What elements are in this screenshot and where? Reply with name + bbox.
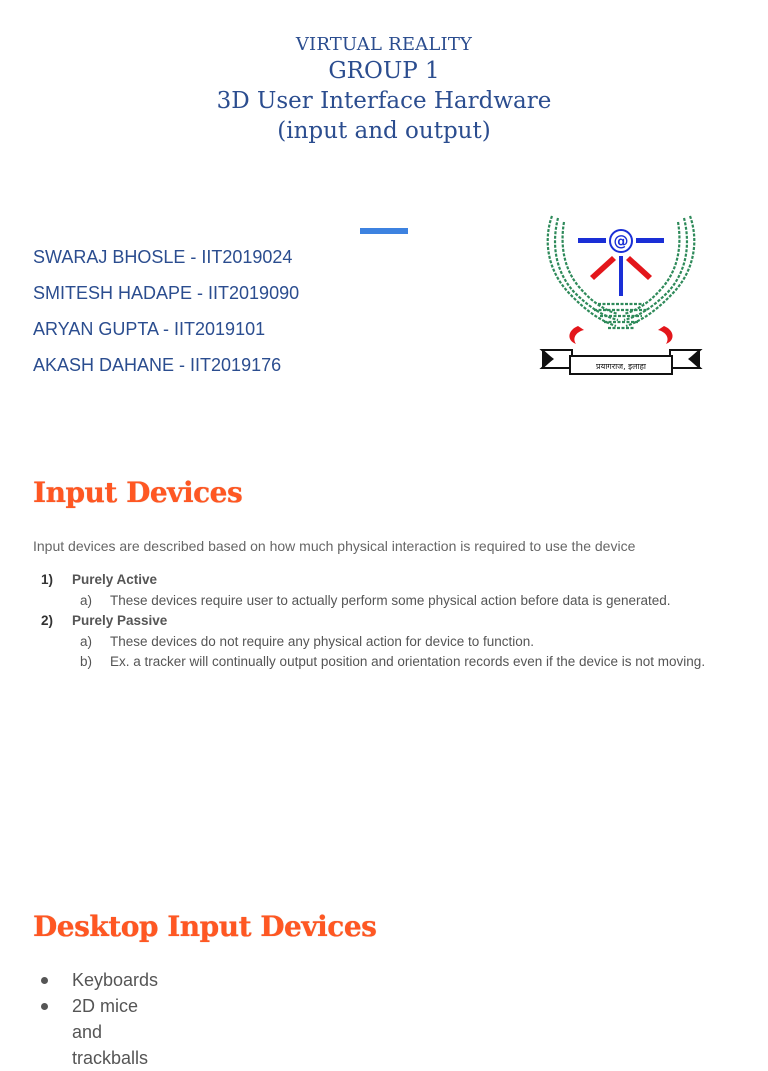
bullet-icon: [41, 977, 48, 984]
title-line-3: 3D User Interface Hardware: [216, 88, 552, 114]
sub-text: Ex. a tracker will continually output position and orientation records even if the device is not moving.: [110, 654, 706, 669]
sub-text: These devices do not require any physical action for device to function.: [110, 633, 534, 649]
list-item: [33, 611, 733, 632]
member-item: ARYAN GUPTA - IIT2019101: [33, 319, 266, 339]
section-heading-input-devices: Input Devices: [33, 476, 243, 509]
member-item: SMITESH HADAPE - IIT2019090: [33, 283, 300, 303]
document-title: [0, 34, 768, 146]
institute-logo: [538, 208, 704, 380]
sub-item: [33, 652, 733, 673]
bullet-icon: [41, 1003, 48, 1010]
accent-divider: [360, 228, 408, 234]
list-number: 2): [41, 613, 54, 628]
sub-letter: a): [80, 592, 93, 608]
bullet-text: Keyboards: [72, 970, 159, 990]
sub-text: These devices require user to actually perform some physical action before data is generated.: [110, 592, 671, 608]
sub-item: [33, 632, 733, 653]
intro-paragraph: Input devices are described based on how much physical interaction is required to use the device: [33, 538, 636, 554]
logo-blue-stem: [619, 256, 623, 296]
list-number: 1): [41, 572, 54, 587]
bullet-text: 2D mice and trackballs: [72, 996, 149, 1068]
logo-red-left: [590, 256, 616, 280]
logo-blue-right: [636, 238, 664, 243]
list-label: Purely Passive: [72, 613, 168, 628]
title-line-2: GROUP 1: [328, 58, 440, 84]
sub-item: [33, 591, 733, 612]
sub-letter: a): [80, 633, 93, 649]
title-line-1: VIRTUAL REALITY: [295, 34, 473, 55]
sub-letter: b): [80, 654, 93, 669]
section-heading-desktop-input-devices: Desktop Input Devices: [33, 910, 377, 943]
list-label: Purely Active: [72, 572, 158, 587]
logo-at-symbol: @: [613, 232, 629, 250]
logo-red-crescent-right: [658, 326, 673, 344]
logo-banner: [542, 350, 700, 374]
logo-red-right: [626, 256, 652, 280]
logo-blue-left: [578, 238, 606, 243]
member-item: AKASH DAHANE - IIT2019176: [33, 355, 282, 375]
logo-banner-text: प्रयागराज, इलाहा: [596, 362, 646, 371]
member-list: [33, 244, 299, 388]
member-item: SWARAJ BHOSLE - IIT2019024: [33, 247, 293, 267]
logo-red-crescent-left: [569, 326, 584, 344]
list-item: [33, 570, 733, 591]
title-line-4: (input and output): [277, 118, 491, 144]
device-type-list: [33, 570, 733, 673]
